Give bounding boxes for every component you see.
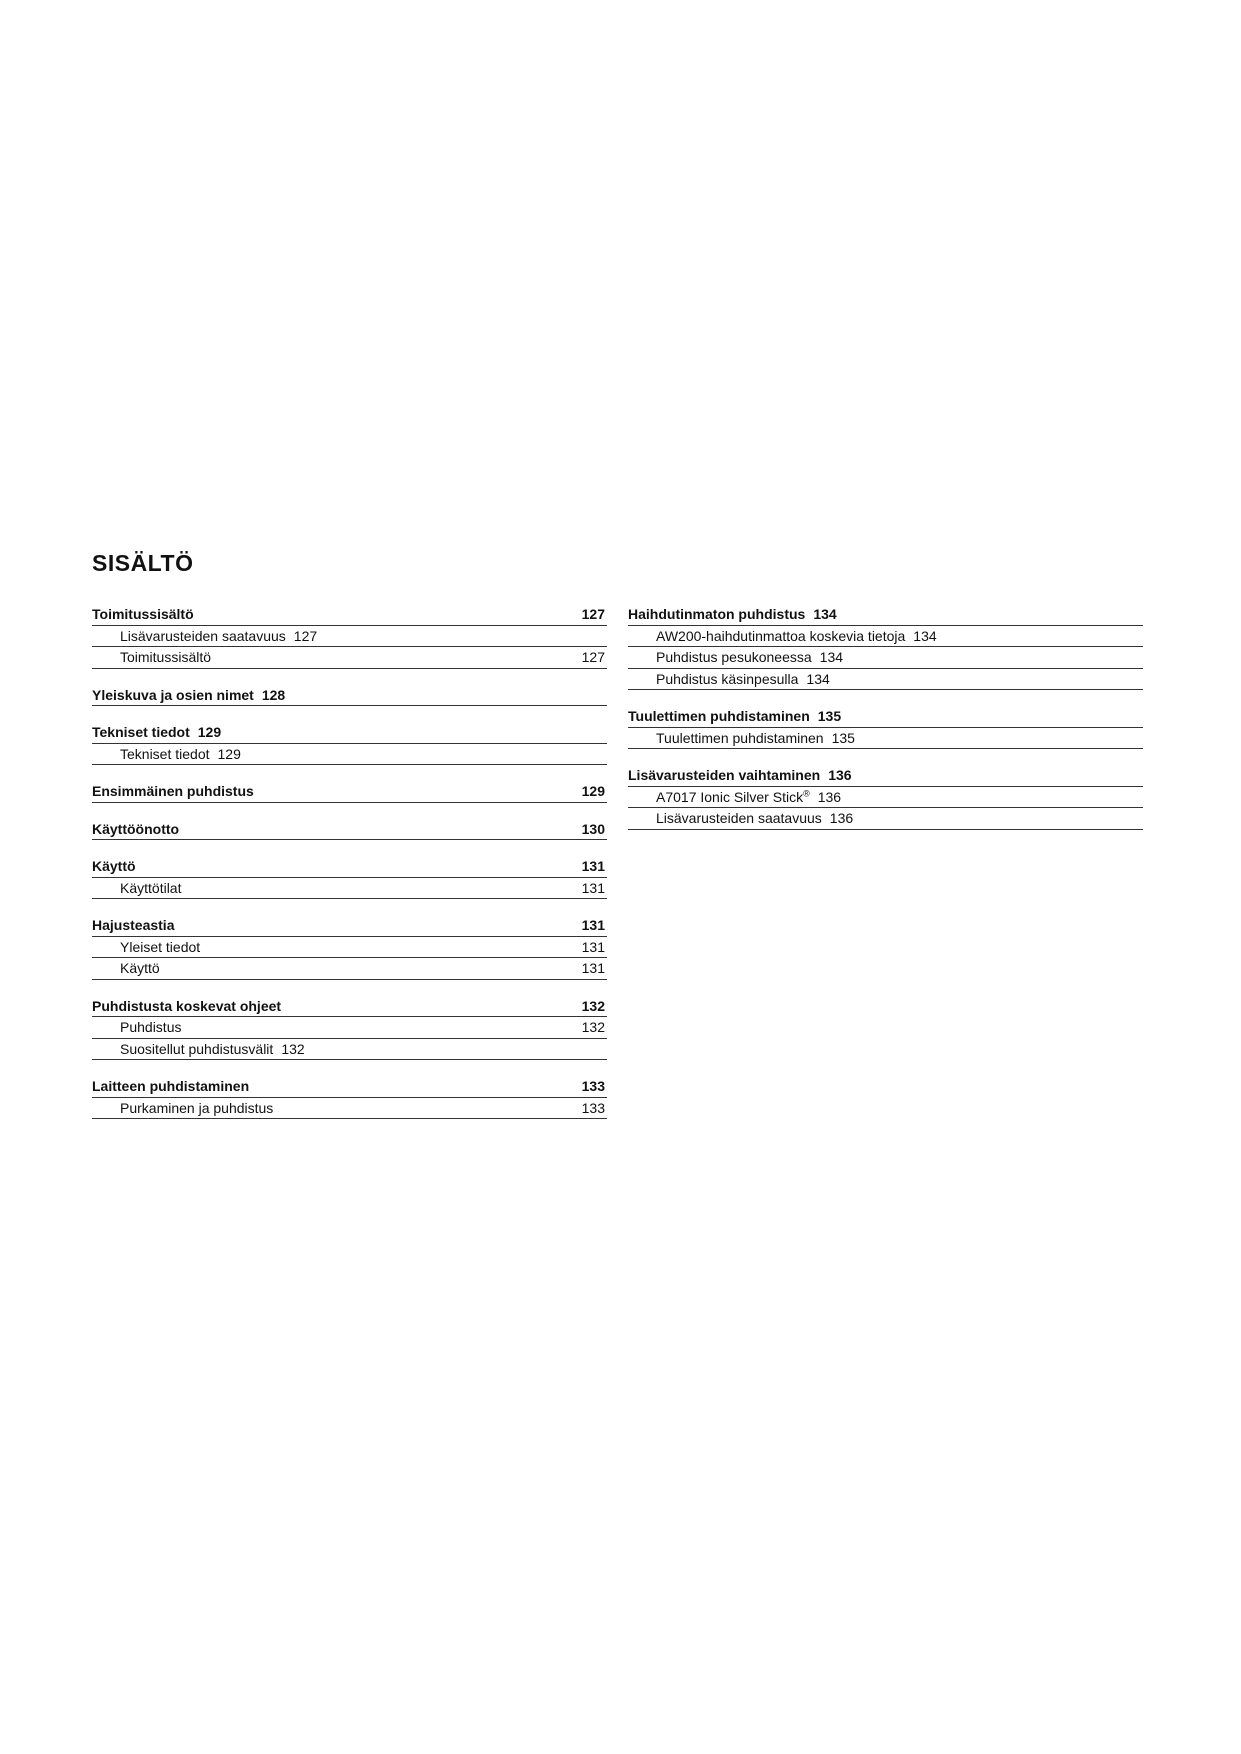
toc-section: [92, 915, 607, 980]
page-title: SISÄLTÖ: [92, 550, 194, 576]
toc-page-number: 129: [217, 745, 241, 762]
toc-page-number: 130: [581, 820, 605, 837]
toc-heading-label: Käyttö: [92, 858, 136, 874]
toc-item-row[interactable]: [92, 626, 607, 648]
toc-item-label: Suositellut puhdistusvälit: [120, 1040, 274, 1057]
toc-item-row[interactable]: [628, 728, 1143, 750]
toc-heading-row[interactable]: [92, 722, 607, 744]
toc-item-label: Lisävarusteiden saatavuus: [656, 810, 822, 826]
toc-section: [92, 604, 607, 669]
toc-page-number: 134: [819, 649, 844, 665]
toc-right-column: [628, 604, 1143, 846]
toc-page-number: 134: [913, 627, 937, 644]
toc-heading-row[interactable]: [92, 819, 607, 841]
toc-heading-row[interactable]: [628, 765, 1143, 787]
toc-heading-row[interactable]: [92, 996, 607, 1018]
toc-page-number: 131: [581, 938, 605, 955]
toc-page-number: 131: [581, 858, 605, 874]
toc-item-label: Purkaminen ja puhdistus: [120, 1099, 274, 1116]
toc-item-row[interactable]: [628, 669, 1143, 691]
toc-heading-label: Ensimmäinen puhdistus: [92, 783, 254, 799]
toc-heading-label: Lisävarusteiden vaihtaminen: [628, 767, 821, 783]
toc-page-number: 127: [581, 606, 605, 622]
toc-item-row[interactable]: [92, 1017, 607, 1039]
toc-item-row[interactable]: [628, 647, 1143, 669]
toc-page-number: 136: [829, 810, 854, 826]
toc-heading-label: Puhdistusta koskevat ohjeet: [92, 997, 282, 1014]
toc-page-number: 129: [581, 783, 605, 799]
toc-section: [628, 765, 1143, 830]
toc-item-label: Puhdistus käsinpesulla: [656, 670, 799, 687]
toc-item-row[interactable]: [92, 744, 607, 766]
toc-section: [92, 685, 607, 707]
toc-section: [92, 996, 607, 1061]
toc-item-row[interactable]: [92, 878, 607, 900]
toc-page-number: 128: [261, 686, 286, 703]
toc-item-label: Toimitussisältö: [120, 649, 212, 665]
toc-page-number: 129: [197, 724, 222, 740]
toc-section: [92, 722, 607, 765]
toc-page-number: 131: [581, 879, 605, 896]
toc-heading-label: Haihdutinmaton puhdistus: [628, 606, 806, 622]
toc-heading-row[interactable]: [92, 915, 607, 937]
toc-page-number: 134: [806, 670, 830, 687]
toc-heading-label: Laitteen puhdistaminen: [92, 1078, 250, 1094]
toc-page-number: 135: [817, 708, 842, 724]
toc-page-number: 127: [293, 627, 318, 644]
toc-page-number: 134: [813, 606, 837, 622]
toc-item-row[interactable]: [92, 1098, 607, 1120]
toc-heading-row[interactable]: [92, 781, 607, 803]
toc-item-label: Puhdistus: [120, 1019, 182, 1035]
toc-section: [628, 604, 1143, 690]
toc-page-number: 131: [581, 960, 605, 976]
toc-item-label: Tuulettimen puhdistaminen: [656, 729, 824, 746]
toc-item-label: Lisävarusteiden saatavuus: [120, 627, 286, 644]
toc-heading-row[interactable]: [628, 604, 1143, 626]
toc-item-label: Tekniset tiedot: [120, 745, 210, 762]
toc-item-label: Puhdistus pesukoneessa: [656, 649, 812, 665]
toc-item-row[interactable]: [92, 937, 607, 959]
toc-item-row[interactable]: [92, 647, 607, 669]
toc-page-number: 127: [581, 649, 605, 665]
toc-item-label: A7017 Ionic Silver Stick: [656, 788, 804, 805]
toc-heading-row[interactable]: [92, 604, 607, 626]
toc-section: [92, 856, 607, 899]
toc-item-label: Käyttö: [120, 960, 160, 976]
toc-page-number: 135: [831, 729, 855, 746]
toc-item-row[interactable]: [92, 1039, 607, 1061]
toc-section: [92, 819, 607, 841]
toc-page-number: 133: [581, 1099, 605, 1116]
toc-page-number: 133: [581, 1078, 605, 1094]
toc-heading-label: Tekniset tiedot: [92, 724, 190, 740]
toc-item-row[interactable]: [628, 808, 1143, 830]
toc-heading-label: Tuulettimen puhdistaminen: [628, 708, 810, 724]
toc-left-column: [92, 604, 607, 1135]
toc-page-number: 132: [581, 997, 605, 1014]
toc-page-number: 136: [817, 788, 842, 805]
registered-mark: ®: [803, 787, 810, 798]
toc-section: [92, 781, 607, 803]
toc-section: [92, 1076, 607, 1119]
toc-item-label: Käyttötilat: [120, 879, 182, 896]
toc-item-row[interactable]: [92, 958, 607, 980]
toc-heading-row[interactable]: [92, 856, 607, 878]
toc-item-row[interactable]: [628, 787, 1143, 809]
toc-section: [628, 706, 1143, 749]
toc-heading-label: Toimitussisältö: [92, 606, 194, 622]
toc-heading-label: Yleiskuva ja osien nimet: [92, 686, 254, 703]
toc-heading-row[interactable]: [92, 685, 607, 707]
toc-page-number: 136: [828, 767, 852, 783]
toc-item-label: Yleiset tiedot: [120, 938, 201, 955]
toc-page-number: 132: [581, 1019, 605, 1035]
toc-page-number: 131: [581, 917, 605, 933]
toc-page-number: 132: [281, 1040, 305, 1057]
toc-heading-row[interactable]: [92, 1076, 607, 1098]
toc-heading-label: Hajusteastia: [92, 917, 175, 933]
toc-heading-row[interactable]: [628, 706, 1143, 728]
toc-item-label: AW200-haihdutinmattoa koskevia tietoja: [656, 627, 906, 644]
toc-heading-label: Käyttöönotto: [92, 820, 180, 837]
toc-item-row[interactable]: [628, 626, 1143, 648]
